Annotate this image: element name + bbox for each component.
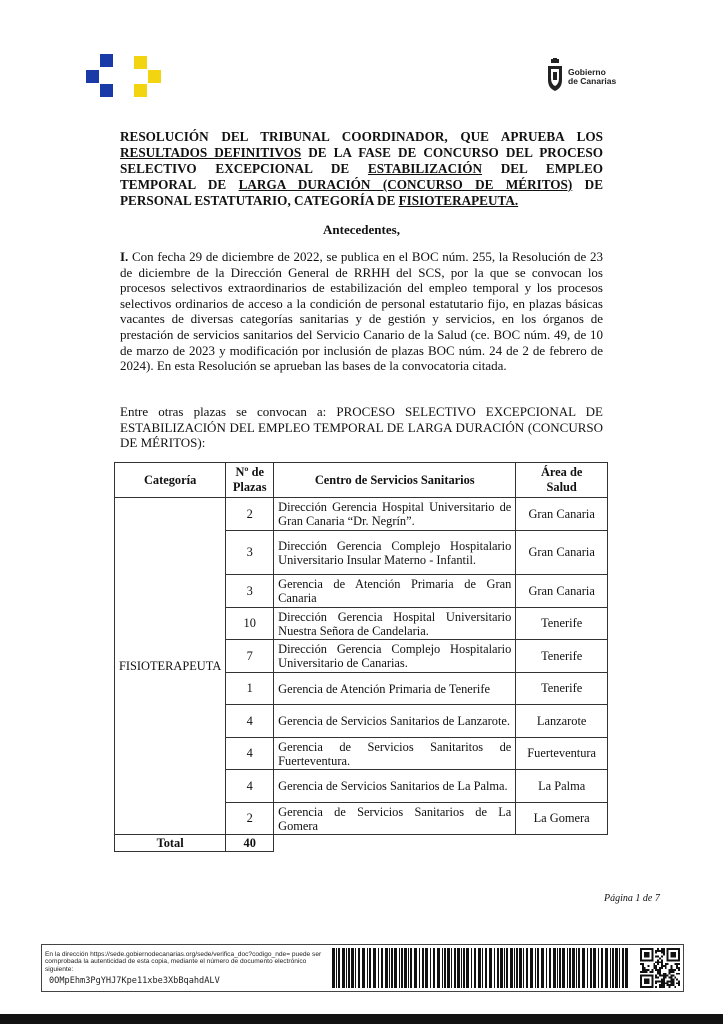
category-cell: FISIOTERAPEUTA: [115, 498, 226, 835]
header-plazas: [226, 463, 274, 498]
centro-cell: Gerencia de Servicios Sanitarios de Lanzarote.: [274, 705, 516, 738]
logo-line1: Gobierno: [568, 67, 606, 77]
logo-line2: de Canarias: [568, 76, 617, 86]
centro-cell: Gerencia de Servicios Sanitarios de La Gomera: [274, 803, 516, 835]
centro-cell: Gerencia de Atención Primaria de Tenerife: [274, 673, 516, 705]
centro-cell: Dirección Gerencia Hospital Universitario de Gran Canaria “Dr. Negrín”.: [274, 498, 516, 531]
area-cell: Gran Canaria: [516, 498, 608, 531]
header-area: [516, 463, 608, 498]
area-cell: Fuerteventura: [516, 738, 608, 770]
antecedentes-heading: Antecedentes,: [323, 222, 400, 237]
area-cell: Tenerife: [516, 608, 608, 640]
logo-square: [100, 84, 113, 97]
bottom-bar: [0, 1014, 723, 1024]
logo-square: [86, 70, 99, 83]
title-part: RESOLUCIÓN DEL TRIBUNAL COORDINADOR, QUE APRUEBA LOS: [120, 129, 603, 144]
plazas-cell: 2: [226, 498, 274, 531]
plazas-table: [114, 462, 608, 852]
area-cell: Tenerife: [516, 673, 608, 705]
plazas-cell: 1: [226, 673, 274, 705]
header-plazas-line1: Nº de: [235, 465, 264, 479]
gobierno-logo-text: [568, 68, 616, 86]
title-part: DEL EMPLEO TEMPORAL DE: [120, 161, 604, 192]
title-part-underlined: ESTABILIZACIÓN: [367, 161, 483, 176]
verification-text: En la dirección https://sede.gobiernodecanarias.org/sede/verifica_doc?codigo_nde= puede ser comprobada la autenticidad de esta copia, mediante el número de documento electrónico siguiente:: [45, 951, 322, 973]
logo-square: [134, 56, 147, 69]
centro-cell: Dirección Gerencia Complejo Hospitalario Universitario de Canarias.: [274, 640, 516, 673]
area-cell: La Palma: [516, 770, 608, 803]
header-area-line1: Área de: [540, 465, 583, 479]
area-cell: Gran Canaria: [516, 575, 608, 608]
paragraph-number: I.: [120, 249, 129, 264]
empty-cell: [274, 835, 516, 852]
plazas-cell: 4: [226, 738, 274, 770]
centro-cell: Gerencia de Atención Primaria de Gran Canaria: [274, 575, 516, 608]
area-cell: La Gomera: [516, 803, 608, 835]
plazas-cell: 4: [226, 705, 274, 738]
logo-square: [148, 70, 161, 83]
paragraph-1-text: Con fecha 29 de diciembre de 2022, se publica en el BOC núm. 255, la Resolución de 23 de diciembre de la Dirección General de RRHH del SCS, por la que se convocan los procesos selectivos extraordinarios de estabilización del empleo temporal y los procesos selectivos ordinarios de acceso a la condición de personal estatutario fijo, en plazas básicas vacantes de diversas categorías sanitarias y de gestión y servicios, en los órganos de prestación de servicios sanitarios del Servicio Canario de la Salud (ce. BOC núm. 49, de 10 de marzo de 2023 y modificación por inclusión de plazas BOC núm. 24 de 2 de febrero de 2024). En esta Resolución se aprueban las bases de la convocatoria citada.: [120, 249, 603, 374]
verification-code: 0OMpEhm3PgYHJ7Kpe11xbe3XbBqahdALV: [49, 976, 220, 986]
header-plazas-line2: Plazas: [232, 480, 267, 494]
centro-cell: Gerencia de Servicios Sanitarios de La Palma.: [274, 770, 516, 803]
paragraph-2: Entre otras plazas se convocan a: PROCESO SELECTIVO EXCEPCIONAL DE ESTABILIZACIÓN DEL EMPLEO TEMPORAL DE LARGA DURACIÓN (CONCURSO DE MÉRITOS):: [120, 404, 603, 451]
title-part-underlined: RESULTADOS DEFINITIVOS: [120, 145, 302, 160]
barcode-icon: [332, 948, 630, 988]
total-label: Total: [115, 835, 226, 852]
resolution-title: [120, 129, 603, 209]
qr-code-icon: [640, 948, 680, 988]
total-value: 40: [226, 835, 274, 852]
centro-cell: Dirección Gerencia Complejo Hospitalario Universitario Insular Materno - Infantil.: [274, 531, 516, 575]
plazas-cell: 2: [226, 803, 274, 835]
verification-box: [41, 944, 684, 992]
plazas-cell: 4: [226, 770, 274, 803]
plazas-cell: 7: [226, 640, 274, 673]
plazas-cell: 10: [226, 608, 274, 640]
paragraph-1: [120, 249, 603, 374]
title-part-underlined: LARGA DURACIÓN (CONCURSO DE MÉRITOS): [238, 177, 573, 192]
title-part-underlined: FISIOTERAPEUTA.: [398, 193, 519, 208]
plazas-cell: 3: [226, 531, 274, 575]
centro-cell: Dirección Gerencia Hospital Universitario Nuestra Señora de Candelaria.: [274, 608, 516, 640]
title-part: DE LA FASE DE CONCURSO DEL PROCESO SELECTIVO EXCEPCIONAL DE: [120, 145, 603, 176]
centro-cell: Gerencia de Servicios Sanitaritos de Fuerteventura.: [274, 738, 516, 770]
gobierno-canarias-logo-squares: [86, 54, 166, 100]
table-header-row: [115, 463, 608, 498]
empty-cell: [516, 835, 608, 852]
table-row: [115, 498, 608, 531]
title-part: DE PERSONAL ESTATUTARIO, CATEGORÍA DE: [120, 177, 604, 208]
logo-square: [134, 84, 147, 97]
page-number: Página 1 de 7: [604, 893, 660, 904]
logo-square: [100, 54, 113, 67]
area-cell: Gran Canaria: [516, 531, 608, 575]
header-centro: Centro de Servicios Sanitarios: [274, 463, 516, 498]
header-area-line2: Salud: [546, 480, 577, 494]
plazas-cell: 3: [226, 575, 274, 608]
area-cell: Lanzarote: [516, 705, 608, 738]
area-cell: Tenerife: [516, 640, 608, 673]
gobierno-de-canarias-logo: [546, 58, 626, 94]
coat-of-arms-icon: [546, 58, 564, 92]
total-row: [115, 835, 608, 852]
header-categoria: Categoría: [115, 463, 226, 498]
